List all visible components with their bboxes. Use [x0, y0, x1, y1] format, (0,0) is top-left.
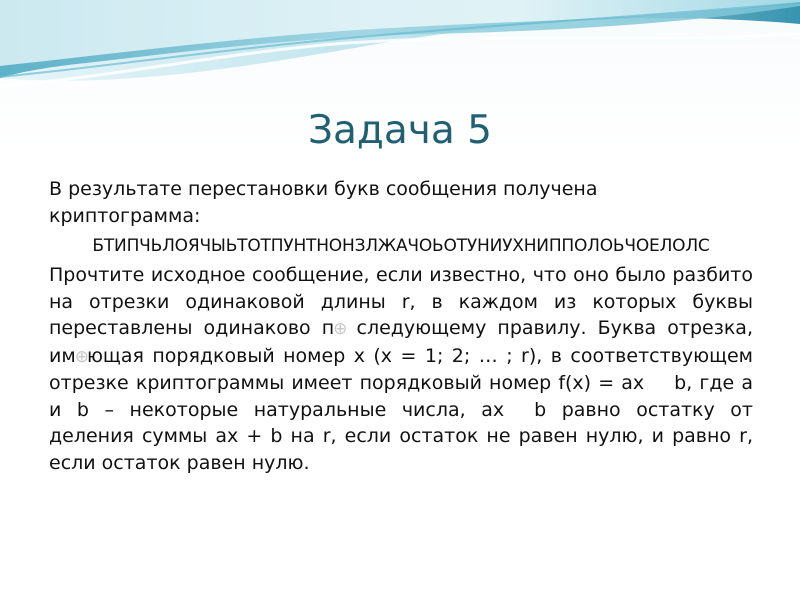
task-description [49, 262, 753, 476]
intro-text: В результате перестановки букв сообщения получена криптограмма: [49, 178, 598, 227]
header-wave-decoration [0, 0, 800, 110]
task-text-part-4: b, где a и b – некоторые натуральные числа, ax [49, 372, 753, 421]
slide-title: Задача 5 [308, 108, 492, 153]
task-text-part-2: следующему правилу. Буква отрезка, им [49, 317, 753, 367]
circled-plus-icon: ⊕ [74, 346, 89, 367]
circled-plus-icon: ⊕ [333, 319, 348, 339]
task-text-part-3: ющая порядковый номер x (x = 1; 2; … ; r), в соответствующем отрезке криптограммы имеет порядковый номер f(x) = ax [49, 344, 753, 394]
task-text-part-5: b равно остатку от деления суммы ax + b на r, если остаток не равен нулю, и равно r, если остаток равен нулю. [49, 398, 753, 474]
task-text-part-1: Прочтите исходное сообщение, если известно, что оно было разбито на отрезки одинаковой длины r, в каждом из которых буквы переставлены одинаково п [49, 264, 753, 339]
cryptogram-text: БТИПЧЬЛОЯЧЫЬТОТПУНТНОНЗЛЖАЧОЬОТУНИУХНИППОЛОЬЧОЕЛОЛС [92, 236, 710, 256]
slide-content [49, 176, 753, 476]
